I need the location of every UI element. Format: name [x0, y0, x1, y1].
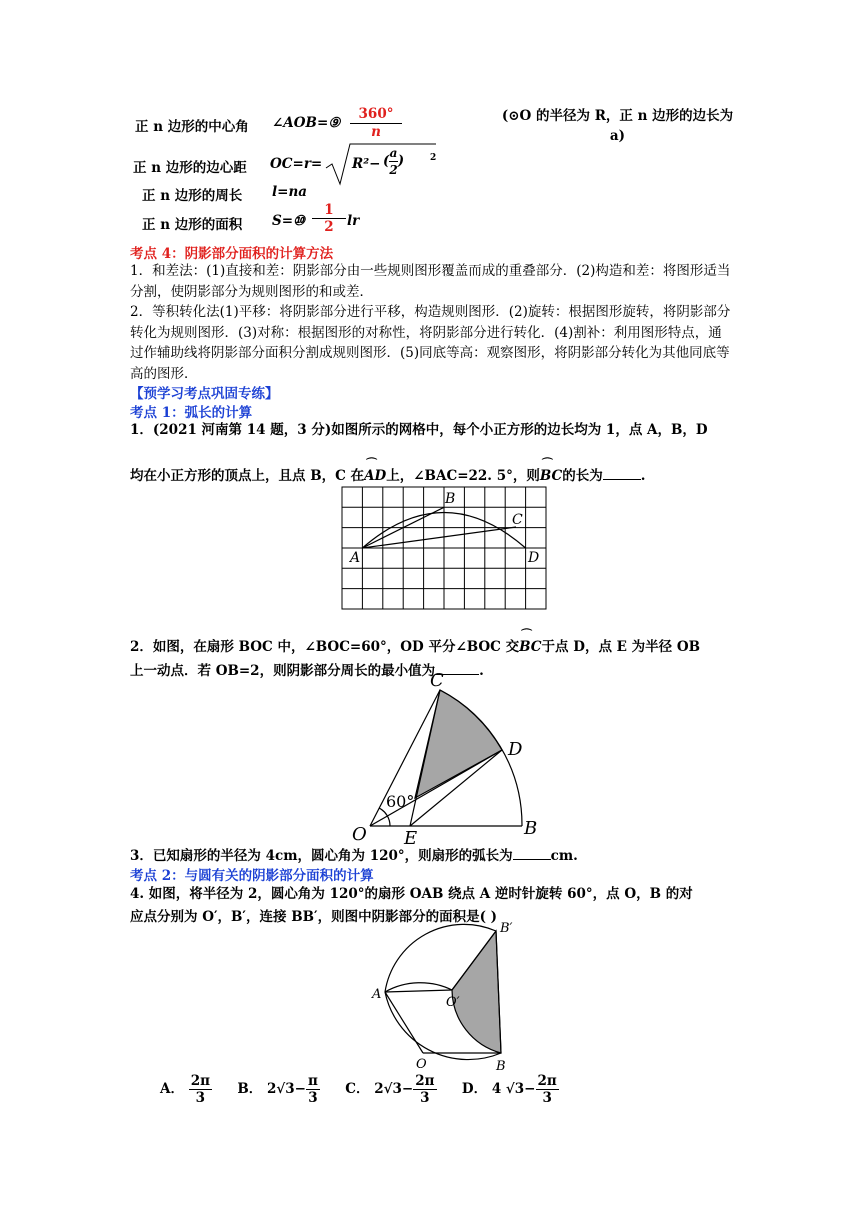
kaodian4-p2: 2．等积转化法(1)平移：将阴影部分进行平移，构造规则图形．(2)旋转：根据图形旋转，将阴影部分转化为规则图形．(3)对称：根据图形的对称性，将阴影部分进行转化．(4)割补：利用图形特点，通过作辅助线将阴影部分面积分割成规则图形．(5)同底等高：观察图形，将阴影部分转化为其他同底等高的图形． [130, 304, 731, 382]
row2-paren-frac: ( $\frac{a}{2}$ ) [383, 146, 405, 177]
q2-arc-bc [519, 628, 542, 655]
q4-label-o1: O′ [446, 995, 460, 1010]
q2-arc-bc-text: BC [519, 639, 542, 655]
row2-a: a [389, 146, 398, 160]
q4-option-c-pre: 2√3− [374, 1081, 414, 1097]
q1-label-a: A [350, 550, 361, 566]
q4-label-b: B [496, 1059, 506, 1074]
q4-option-b-label: B． [237, 1081, 263, 1097]
row2-exp: 2 [430, 153, 437, 163]
q1-answer-blank[interactable] [603, 465, 641, 480]
q2-line1-b: 于点 D，点 E 为半径 OB [541, 639, 701, 655]
q1-line2-end: . [640, 468, 646, 484]
kaodian1-heading: 考点 1：弧长的计算 [130, 405, 253, 421]
q4-label-b1: B′ [500, 921, 513, 936]
q2-sector-figure [350, 670, 550, 845]
q4-option-d-den: 3 [542, 1090, 552, 1106]
q1-label-d: D [528, 550, 540, 566]
q3-line [130, 845, 740, 866]
row4-tail: lr [347, 213, 360, 229]
q1-line2-b: 上，∠BAC=22. 5°，则 [386, 468, 540, 484]
q4-option-a[interactable] [160, 1073, 217, 1106]
q4-option-d-label: D． [461, 1081, 488, 1097]
row1-formula: ∠AOB=⑨ [272, 115, 341, 131]
q4-option-b[interactable] [237, 1073, 324, 1106]
kaodian2-heading: 考点 2：与圆有关的阴影部分面积的计算 [130, 868, 374, 884]
q4-line2: 应点分别为 O′，B′，连接 BB′，则图中阴影部分的面积是( ) [130, 909, 498, 925]
row2-label: 正 n 边形的边心距 [133, 160, 247, 176]
q4-option-c-den: 3 [420, 1090, 430, 1106]
q4-option-d-pre: 4 √3− [491, 1081, 536, 1097]
q1-line1: 1．(2021 河南第 14 题，3 分)如图所示的网格中，每个小正方形的边长均为 1，点 A，B，D [130, 422, 708, 438]
q4-option-b-den: 3 [308, 1090, 318, 1106]
q1-arc-bc [539, 457, 563, 484]
q2-angle-label: 60° [386, 792, 415, 811]
q2-line1-a: 2．如图，在扇形 BOC 中，∠BOC=60°，OD 平分∠BOC 交 [130, 639, 520, 655]
q4-option-c-num: 2π [415, 1073, 435, 1089]
q4-option-b-pre: 2√3− [267, 1081, 306, 1097]
q4-option-a-label: A． [160, 1081, 184, 1097]
q4-option-d-num: 2π [537, 1073, 557, 1089]
row4-formula: S=⑩ [272, 213, 306, 229]
q4-option-a-den: 3 [195, 1090, 206, 1106]
row4-label: 正 n 边形的面积 [142, 217, 243, 233]
q1-line2-c: 的长为 [562, 468, 603, 484]
q4-option-c-frac [413, 1073, 436, 1106]
q4-line1: 4. 如图，将半径为 2，圆心角为 120°的扇形 OAB 绕点 A 逆时针旋转 60°，点 O，B 的对 [130, 886, 693, 902]
q2-label-b: B [524, 818, 538, 839]
row1-answer-num: 360° [350, 106, 402, 124]
q4-option-b-frac [306, 1073, 320, 1106]
q2-line2-end: . [479, 663, 484, 679]
arc-mark-icon: ⌒ [521, 628, 533, 641]
q2-label-d: D [508, 739, 523, 760]
q3-answer-blank[interactable] [513, 845, 551, 860]
q1-label-b: B [445, 491, 456, 507]
q4-options [160, 1073, 559, 1106]
q2-line1 [130, 628, 740, 657]
row3-label: 正 n 边形的周长 [142, 188, 243, 204]
q1-label-c: C [512, 512, 523, 528]
q4-option-a-frac [189, 1073, 212, 1106]
kaodian4-heading: 考点 4：阴影部分面积的计算方法 [130, 246, 334, 262]
row2-formula: OC=r= [270, 156, 323, 172]
q4-option-c-label: C． [345, 1081, 370, 1097]
q4-option-c[interactable] [345, 1073, 441, 1106]
q2-label-e: E [404, 828, 418, 845]
q4-option-b-num: π [307, 1073, 318, 1089]
q1-arc-ad-text: AD [364, 468, 387, 484]
row2-r2: R²− [352, 156, 381, 172]
q4-rotation-figure [368, 918, 528, 1078]
row1-answer [350, 106, 402, 141]
arc-mark-icon: ⌒ [366, 457, 378, 470]
q2-line2-text: 上一动点．若 OB=2，则阴影部分周长的最小值为 [130, 663, 436, 679]
row1-answer-den: n [371, 124, 381, 140]
q1-grid-figure [340, 485, 555, 613]
row1-label: 正 n 边形的中心角 [135, 119, 249, 135]
q3-unit: cm. [550, 848, 578, 864]
q3-text: 3．已知扇形的半径为 4cm，圆心角为 120°，则扇形的弧长为 [130, 848, 513, 864]
row2-2: 2 [389, 163, 398, 177]
q2-label-o: O [352, 824, 367, 845]
practice-heading: 【预学习考点巩固专练】 [130, 386, 279, 402]
radius-note: (⊙O 的半径为 R，正 n 边形的边长为 a) [501, 108, 734, 144]
kaodian4-p1: 1．和差法：(1)直接和差：阴影部分由一些规则图形覆盖而成的重叠部分．(2)构造和差：将图形适当分割，使阴影部分为规则图形的和或差． [130, 263, 731, 300]
row3-formula: l=na [272, 184, 308, 200]
q1-arc-bc-text: BC [539, 468, 563, 484]
q4-label-o: O [416, 1057, 427, 1072]
q1-arc-ad [364, 457, 387, 484]
q2-label-c: C [430, 670, 444, 691]
q4-option-d[interactable] [461, 1073, 559, 1106]
row4-answer-den: 2 [324, 219, 334, 235]
row4-answer-num: 1 [312, 202, 346, 219]
row4-answer [312, 202, 346, 235]
arc-mark-icon: ⌒ [541, 457, 553, 470]
q4-label-a: A [372, 987, 382, 1002]
q4-option-d-frac [536, 1073, 559, 1106]
q1-line2-a: 均在小正方形的顶点上，且点 B，C 在 [130, 468, 365, 484]
q1-line2 [130, 457, 740, 486]
q4-option-a-num: 2π [190, 1073, 210, 1089]
